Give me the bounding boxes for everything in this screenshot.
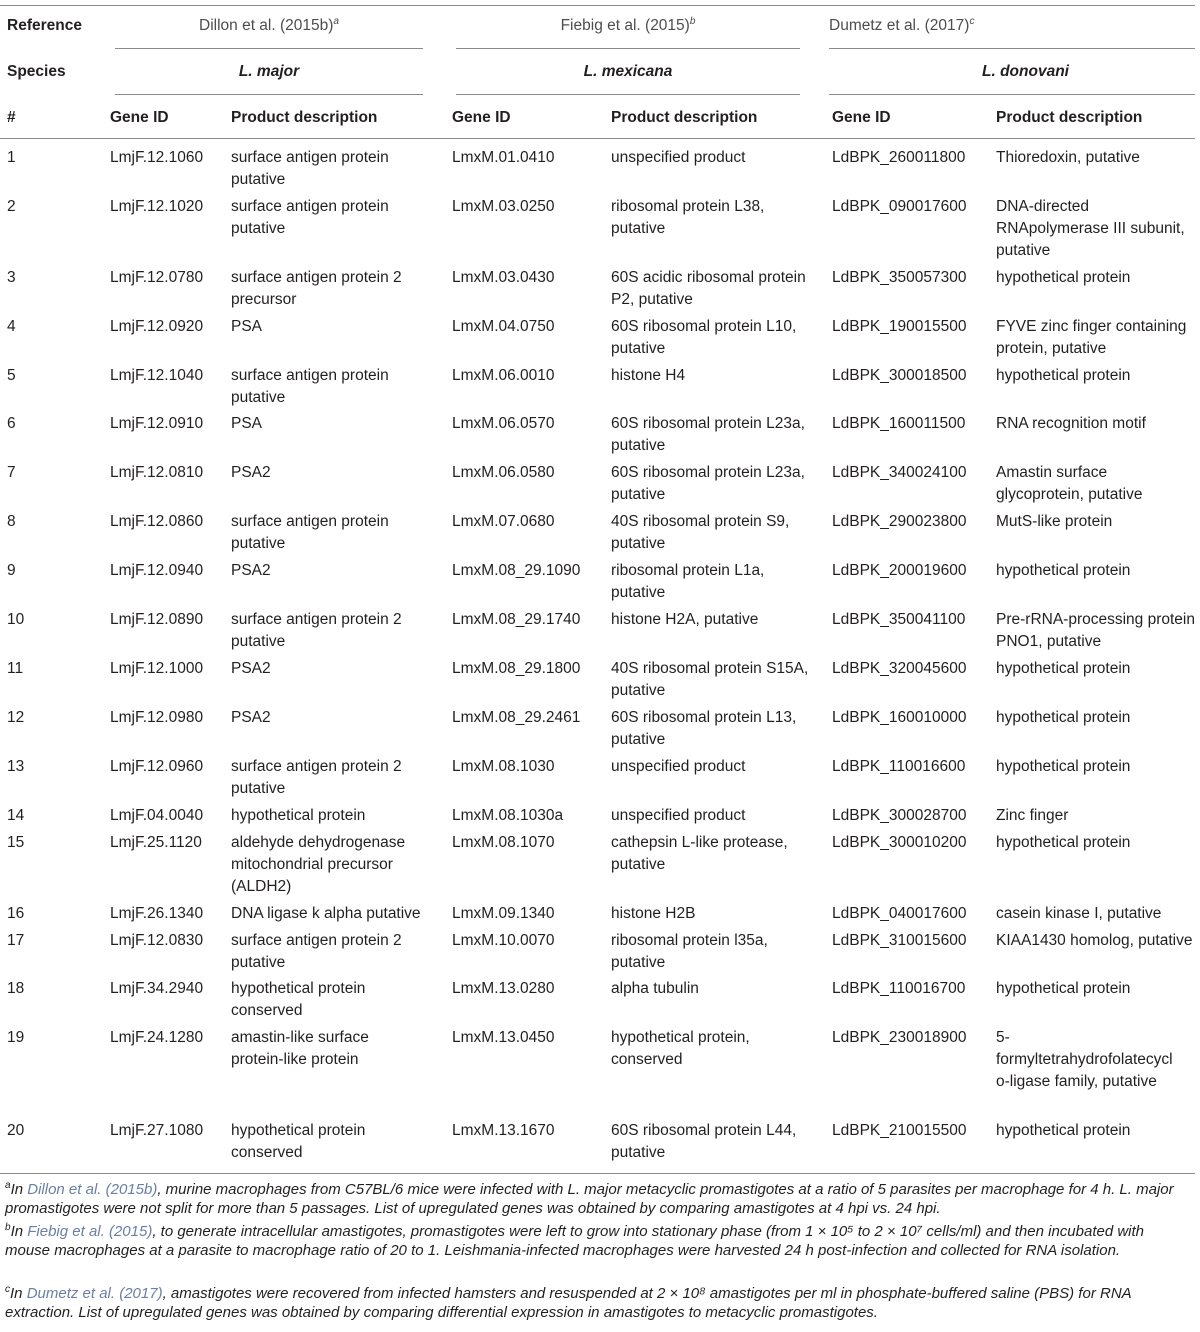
row-number: 20	[7, 1122, 25, 1139]
gene-id-a: LmjF.12.0910	[110, 415, 204, 432]
footnote-b-pre: In	[10, 1223, 28, 1240]
gene-id-a: LmjF.04.0040	[110, 807, 204, 824]
gene-id-a: LmjF.12.0830	[110, 932, 204, 949]
gene-id-c: LdBPK_290023800	[832, 513, 967, 530]
gene-id-b: LmxM.04.0750	[452, 318, 555, 335]
footnote-b-mark: b	[5, 1222, 11, 1233]
ref-rule-a	[115, 48, 423, 49]
footnote-a-pre: In	[10, 1181, 28, 1198]
reference-fiebig-text: Fiebig et al. (2015)	[560, 17, 690, 34]
footnote-b	[5, 1222, 1193, 1260]
gene-id-b: LmxM.13.1670	[452, 1122, 555, 1139]
footnote-b-text: , to generate intracellular amastigotes, promastigotes were left to grow into stationary phase (from 1 × 10⁵ to 2 × 10⁷ cells/ml) and then incubated with mouse macrophages at a parasite to macrophage ratio of 20 to 1. Leishmania-infected macrophages were harvested 24 h post-infection and collected for RNA isolation.	[5, 1223, 1145, 1259]
gene-id-c: LdBPK_090017600	[832, 198, 967, 215]
footnote-a-text: , murine macrophages from C57BL/6 mice were infected with L. major metacyclic promastigotes at a ratio of 5 parasites per macrophage for 4 h. L. major promastigotes were not split for more than 5 passages. List of upregulated genes was obtained by comparing amastigotes at 4 hpi vs. 24 hpi.	[5, 1181, 1174, 1217]
product-a: PSA2	[231, 562, 271, 579]
reference-dumetz-text: Dumetz et al. (2017)	[829, 17, 970, 34]
product-b: unspecified product	[611, 758, 746, 775]
product-c: FYVE zinc finger containing protein, putative	[996, 318, 1187, 357]
species-major: L. major	[238, 63, 300, 80]
reference-dillon-text: Dillon et al. (2015b)	[199, 17, 334, 34]
product-c: hypothetical protein	[996, 367, 1131, 384]
gene-id-a: LmjF.24.1280	[110, 1029, 204, 1046]
gene-id-a: LmjF.12.0810	[110, 464, 204, 481]
row-number: 8	[7, 513, 16, 530]
gene-id-c: LdBPK_340024100	[832, 464, 967, 481]
row-number: 5	[7, 367, 16, 384]
product-c: hypothetical protein	[996, 1122, 1131, 1139]
top-rule	[0, 5, 1195, 6]
product-b: ribosomal protein l35a, putative	[611, 932, 768, 971]
product-header-c: Product description	[996, 109, 1143, 126]
gene-id-a: LmjF.12.0890	[110, 611, 204, 628]
footnote-c-text: , amastigotes were recovered from infected hamsters and resuspended at 2 × 10⁸ amastigotes per ml in phosphate-buffered saline (PBS) for RNA extraction. List of upregulated genes was obtained by comparing differential expression in amastigotes to metacyclic promastigotes.	[5, 1285, 1132, 1321]
gene-id-b: LmxM.13.0280	[452, 980, 555, 997]
footnote-a-mark: a	[5, 1180, 11, 1191]
bottom-rule	[0, 1173, 1195, 1174]
reference-label: Reference	[7, 17, 82, 34]
gene-id-b: LmxM.08_29.1800	[452, 660, 581, 677]
species-rule-a	[115, 94, 423, 95]
product-a: surface antigen protein 2 putative	[231, 611, 402, 650]
gene-id-c: LdBPK_350041100	[832, 611, 966, 628]
gene-id-c: LdBPK_110016700	[832, 980, 966, 997]
product-c: MutS-like protein	[996, 513, 1113, 530]
product-b: ribosomal protein L1a, putative	[611, 562, 765, 601]
product-header-a: Product description	[231, 109, 378, 126]
gene-id-a: LmjF.12.1020	[110, 198, 204, 215]
index-header: #	[7, 109, 16, 126]
gene-id-a: LmjF.12.0920	[110, 318, 204, 335]
species-rule-c	[829, 94, 1195, 95]
product-b: 60S acidic ribosomal protein P2, putative	[611, 269, 806, 308]
product-c: hypothetical protein	[996, 562, 1131, 579]
gene-id-b: LmxM.03.0430	[452, 269, 555, 286]
product-b: ribosomal protein L38, putative	[611, 198, 765, 237]
gene-id-b: LmxM.09.1340	[452, 905, 555, 922]
gene-id-b: LmxM.08.1070	[452, 834, 555, 851]
product-a: surface antigen protein putative	[231, 149, 389, 188]
product-c: Pre-rRNA-processing protein PNO1, putative	[996, 611, 1195, 650]
footnote-a	[5, 1180, 1193, 1218]
product-b: hypothetical protein, conserved	[611, 1029, 750, 1068]
gene-id-header-c: Gene ID	[832, 109, 891, 126]
gene-id-a: LmjF.12.0780	[110, 269, 204, 286]
gene-id-b: LmxM.01.0410	[452, 149, 555, 166]
gene-id-c: LdBPK_350057300	[832, 269, 967, 286]
gene-id-b: LmxM.08_29.1090	[452, 562, 581, 579]
gene-id-b: LmxM.08_29.1740	[452, 611, 581, 628]
product-c: DNA-directed RNApolymerase III subunit, putative	[996, 198, 1185, 259]
row-number: 16	[7, 905, 25, 922]
footnote-a-ref-link[interactable]: Dillon et al. (2015b)	[27, 1181, 158, 1198]
row-number: 18	[7, 980, 25, 997]
product-c: hypothetical protein	[996, 269, 1131, 286]
footnote-b-ref-link[interactable]: Fiebig et al. (2015)	[27, 1223, 153, 1240]
gene-id-b: LmxM.08.1030a	[452, 807, 564, 824]
product-c: casein kinase I, putative	[996, 905, 1162, 922]
product-a: surface antigen protein 2 putative	[231, 932, 402, 971]
product-c: hypothetical protein	[996, 834, 1131, 851]
reference-dillon	[115, 15, 423, 37]
product-b: 40S ribosomal protein S9, putative	[611, 513, 790, 552]
row-number: 17	[7, 932, 25, 949]
product-a: PSA2	[231, 660, 271, 677]
product-c: hypothetical protein	[996, 660, 1131, 677]
species-donovani: L. donovani	[982, 63, 1069, 80]
ref-rule-c	[829, 48, 1195, 49]
product-c: RNA recognition motif	[996, 415, 1146, 432]
product-a: hypothetical protein	[231, 807, 366, 824]
product-a: surface antigen protein 2 putative	[231, 758, 402, 797]
row-number: 7	[7, 464, 16, 481]
product-b: 60S ribosomal protein L10, putative	[611, 318, 797, 357]
product-a: aldehyde dehydrogenase mitochondrial precursor (ALDH2)	[231, 834, 406, 895]
gene-id-c: LdBPK_300018500	[832, 367, 967, 384]
gene-id-a: LmjF.12.0960	[110, 758, 204, 775]
gene-id-a: LmjF.26.1340	[110, 905, 204, 922]
row-number: 13	[7, 758, 25, 775]
gene-id-b: LmxM.13.0450	[452, 1029, 555, 1046]
gene-id-c: LdBPK_310015600	[832, 932, 967, 949]
product-c: hypothetical protein	[996, 758, 1131, 775]
gene-id-c: LdBPK_110016600	[832, 758, 966, 775]
product-c: Zinc finger	[996, 807, 1069, 824]
gene-id-a: LmjF.27.1080	[110, 1122, 204, 1139]
gene-id-a: LmjF.34.2940	[110, 980, 204, 997]
gene-id-b: LmxM.08.1030	[452, 758, 555, 775]
product-b: 40S ribosomal protein S15A, putative	[611, 660, 809, 699]
species-mexicana: L. mexicana	[583, 63, 673, 80]
product-b: 60S ribosomal protein L13, putative	[611, 709, 797, 748]
gene-id-b: LmxM.08_29.2461	[452, 709, 581, 726]
product-c: Amastin surface glycoprotein, putative	[996, 464, 1143, 503]
product-c: hypothetical protein	[996, 709, 1131, 726]
product-b: 60S ribosomal protein L23a, putative	[611, 415, 805, 454]
product-a: DNA ligase k alpha putative	[231, 905, 421, 922]
product-a: surface antigen protein putative	[231, 367, 389, 406]
row-number: 1	[7, 149, 16, 166]
gene-id-c: LdBPK_300010200	[832, 834, 967, 851]
gene-id-b: LmxM.07.0680	[452, 513, 555, 530]
reference-dumetz	[829, 15, 989, 37]
product-b: histone H2A, putative	[611, 611, 759, 628]
row-number: 2	[7, 198, 16, 215]
product-b: alpha tubulin	[611, 980, 699, 997]
product-b: unspecified product	[611, 149, 746, 166]
product-b: 60S ribosomal protein L44, putative	[611, 1122, 797, 1161]
row-number: 10	[7, 611, 25, 628]
row-number: 4	[7, 318, 16, 335]
gene-id-a: LmjF.12.0860	[110, 513, 204, 530]
gene-id-c: LdBPK_160010000	[832, 709, 967, 726]
product-a: surface antigen protein putative	[231, 198, 389, 237]
product-c: 5-formyltetrahydrofolatecyclo-ligase family, putative	[996, 1029, 1173, 1090]
product-a: PSA	[231, 318, 263, 335]
row-number: 6	[7, 415, 16, 432]
product-b: cathepsin L-like protease, putative	[611, 834, 788, 873]
product-a: hypothetical protein conserved	[231, 1122, 366, 1161]
gene-id-a: LmjF.12.1000	[110, 660, 204, 677]
gene-id-c: LdBPK_230018900	[832, 1029, 967, 1046]
gene-id-a: LmjF.25.1120	[110, 834, 202, 851]
gene-id-b: LmxM.06.0570	[452, 415, 555, 432]
product-b: histone H2B	[611, 905, 696, 922]
gene-id-c: LdBPK_040017600	[832, 905, 967, 922]
gene-id-header-b: Gene ID	[452, 109, 511, 126]
product-a: hypothetical protein conserved	[231, 980, 366, 1019]
product-a: surface antigen protein putative	[231, 513, 389, 552]
row-number: 15	[7, 834, 25, 851]
header-rule	[0, 138, 1195, 139]
product-b: histone H4	[611, 367, 686, 384]
species-rule-b	[456, 94, 800, 95]
product-a: PSA2	[231, 709, 271, 726]
gene-id-b: LmxM.06.0010	[452, 367, 555, 384]
reference-dillon-mark: a	[333, 15, 339, 27]
gene-id-b: LmxM.06.0580	[452, 464, 555, 481]
product-c: hypothetical protein	[996, 980, 1131, 997]
row-number: 3	[7, 269, 16, 286]
product-a: PSA	[231, 415, 263, 432]
gene-id-a: LmjF.12.1040	[110, 367, 204, 384]
row-number: 11	[7, 660, 24, 677]
product-a: surface antigen protein 2 precursor	[231, 269, 402, 308]
reference-dumetz-mark: c	[969, 15, 975, 27]
reference-fiebig	[456, 15, 800, 37]
species-label: Species	[7, 63, 66, 80]
row-number: 14	[7, 807, 25, 824]
reference-fiebig-mark: b	[689, 15, 696, 27]
product-a: amastin-like surface protein-like protein	[231, 1029, 369, 1068]
gene-id-b: LmxM.10.0070	[452, 932, 555, 949]
gene-id-a: LmjF.12.1060	[110, 149, 204, 166]
footnote-c-pre: In	[10, 1285, 27, 1302]
gene-id-a: LmjF.12.0980	[110, 709, 204, 726]
gene-id-c: LdBPK_210015500	[832, 1122, 967, 1139]
row-number: 12	[7, 709, 25, 726]
gene-id-c: LdBPK_190015500	[832, 318, 967, 335]
gene-id-a: LmjF.12.0940	[110, 562, 204, 579]
product-header-b: Product description	[611, 109, 758, 126]
gene-id-c: LdBPK_160011500	[832, 415, 966, 432]
gene-id-c: LdBPK_260011800	[832, 149, 966, 166]
product-c: Thioredoxin, putative	[996, 149, 1140, 166]
gene-id-b: LmxM.03.0250	[452, 198, 555, 215]
gene-id-c: LdBPK_300028700	[832, 807, 967, 824]
footnote-c-mark: c	[5, 1284, 10, 1295]
row-number: 19	[7, 1029, 25, 1046]
footnote-c	[5, 1284, 1193, 1322]
gene-id-c: LdBPK_320045600	[832, 660, 967, 677]
product-a: PSA2	[231, 464, 271, 481]
product-b: 60S ribosomal protein L23a, putative	[611, 464, 805, 503]
product-b: unspecified product	[611, 807, 746, 824]
gene-id-header-a: Gene ID	[110, 109, 169, 126]
footnote-c-ref-link[interactable]: Dumetz et al. (2017)	[26, 1285, 163, 1302]
product-c: KIAA1430 homolog, putative	[996, 932, 1193, 949]
ref-rule-b	[456, 48, 800, 49]
row-number: 9	[7, 562, 16, 579]
gene-id-c: LdBPK_200019600	[832, 562, 967, 579]
